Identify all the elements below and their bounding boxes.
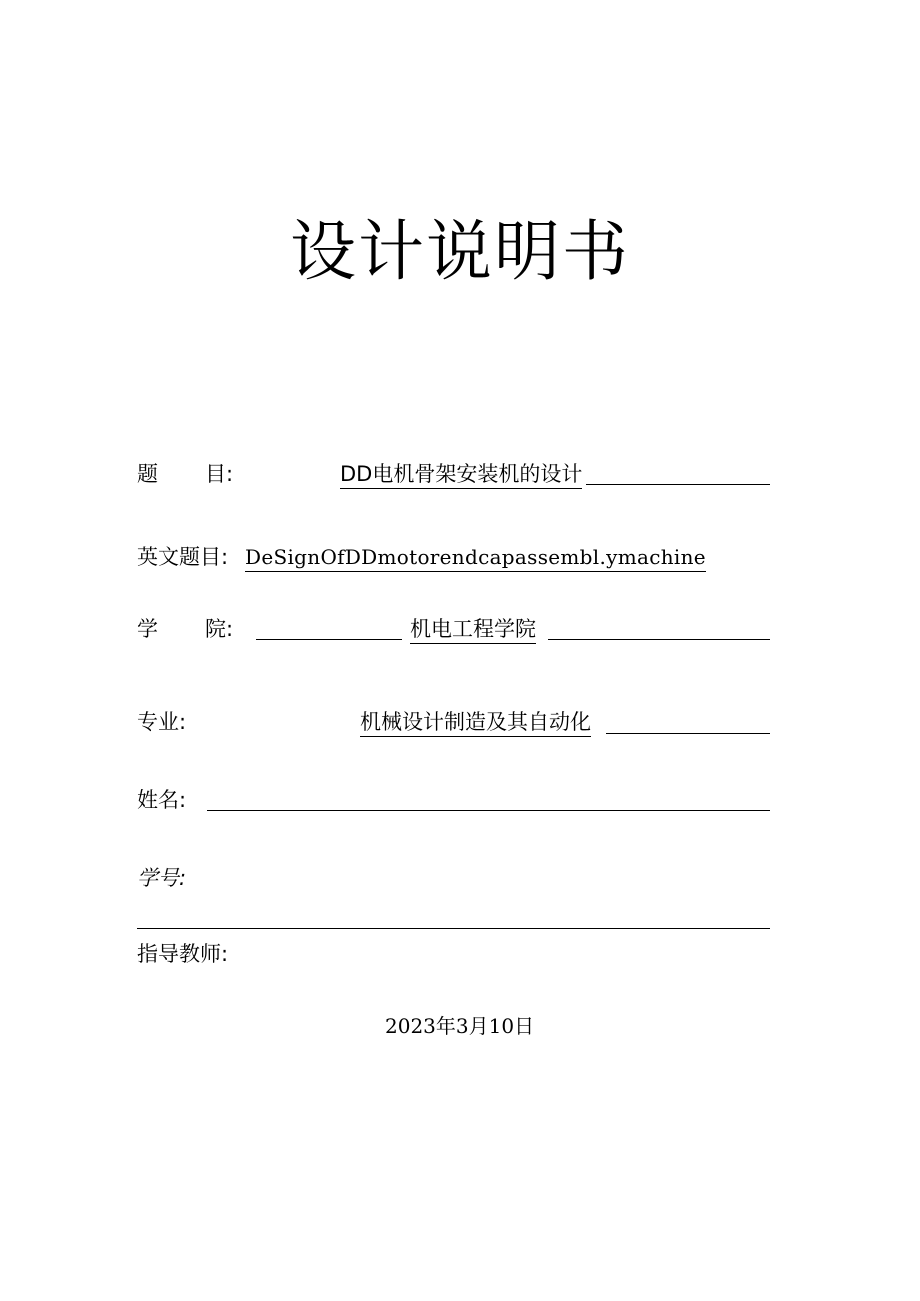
topic-label-char1: 题 bbox=[137, 462, 158, 486]
topic-label-char2: 目: bbox=[205, 462, 234, 486]
college-label-char1: 学 bbox=[137, 617, 158, 641]
english-topic-label: 英文题目: bbox=[137, 545, 229, 569]
major-label: 专业: bbox=[137, 710, 187, 734]
college-underline-left bbox=[256, 639, 402, 640]
college-label-char2: 院: bbox=[205, 617, 234, 641]
english-topic-value: DeSignOfDDmotorendcapassembl.ymachine bbox=[245, 543, 706, 572]
topic-value: DD电机骨架安装机的设计 bbox=[340, 460, 582, 489]
advisor-label: 指导教师: bbox=[137, 942, 229, 966]
major-value: 机械设计制造及其自动化 bbox=[360, 708, 591, 737]
student-id-label: 学号: bbox=[137, 866, 187, 890]
topic-underline bbox=[586, 484, 770, 485]
document-title: 设计说明书 bbox=[290, 213, 630, 290]
name-underline bbox=[207, 810, 770, 811]
major-underline bbox=[606, 733, 770, 734]
student-id-underline bbox=[137, 928, 770, 929]
name-label: 姓名: bbox=[137, 788, 187, 812]
college-value: 机电工程学院 bbox=[410, 615, 536, 644]
college-underline-right bbox=[548, 639, 770, 640]
document-date: 2023年3月10日 bbox=[385, 1014, 535, 1038]
